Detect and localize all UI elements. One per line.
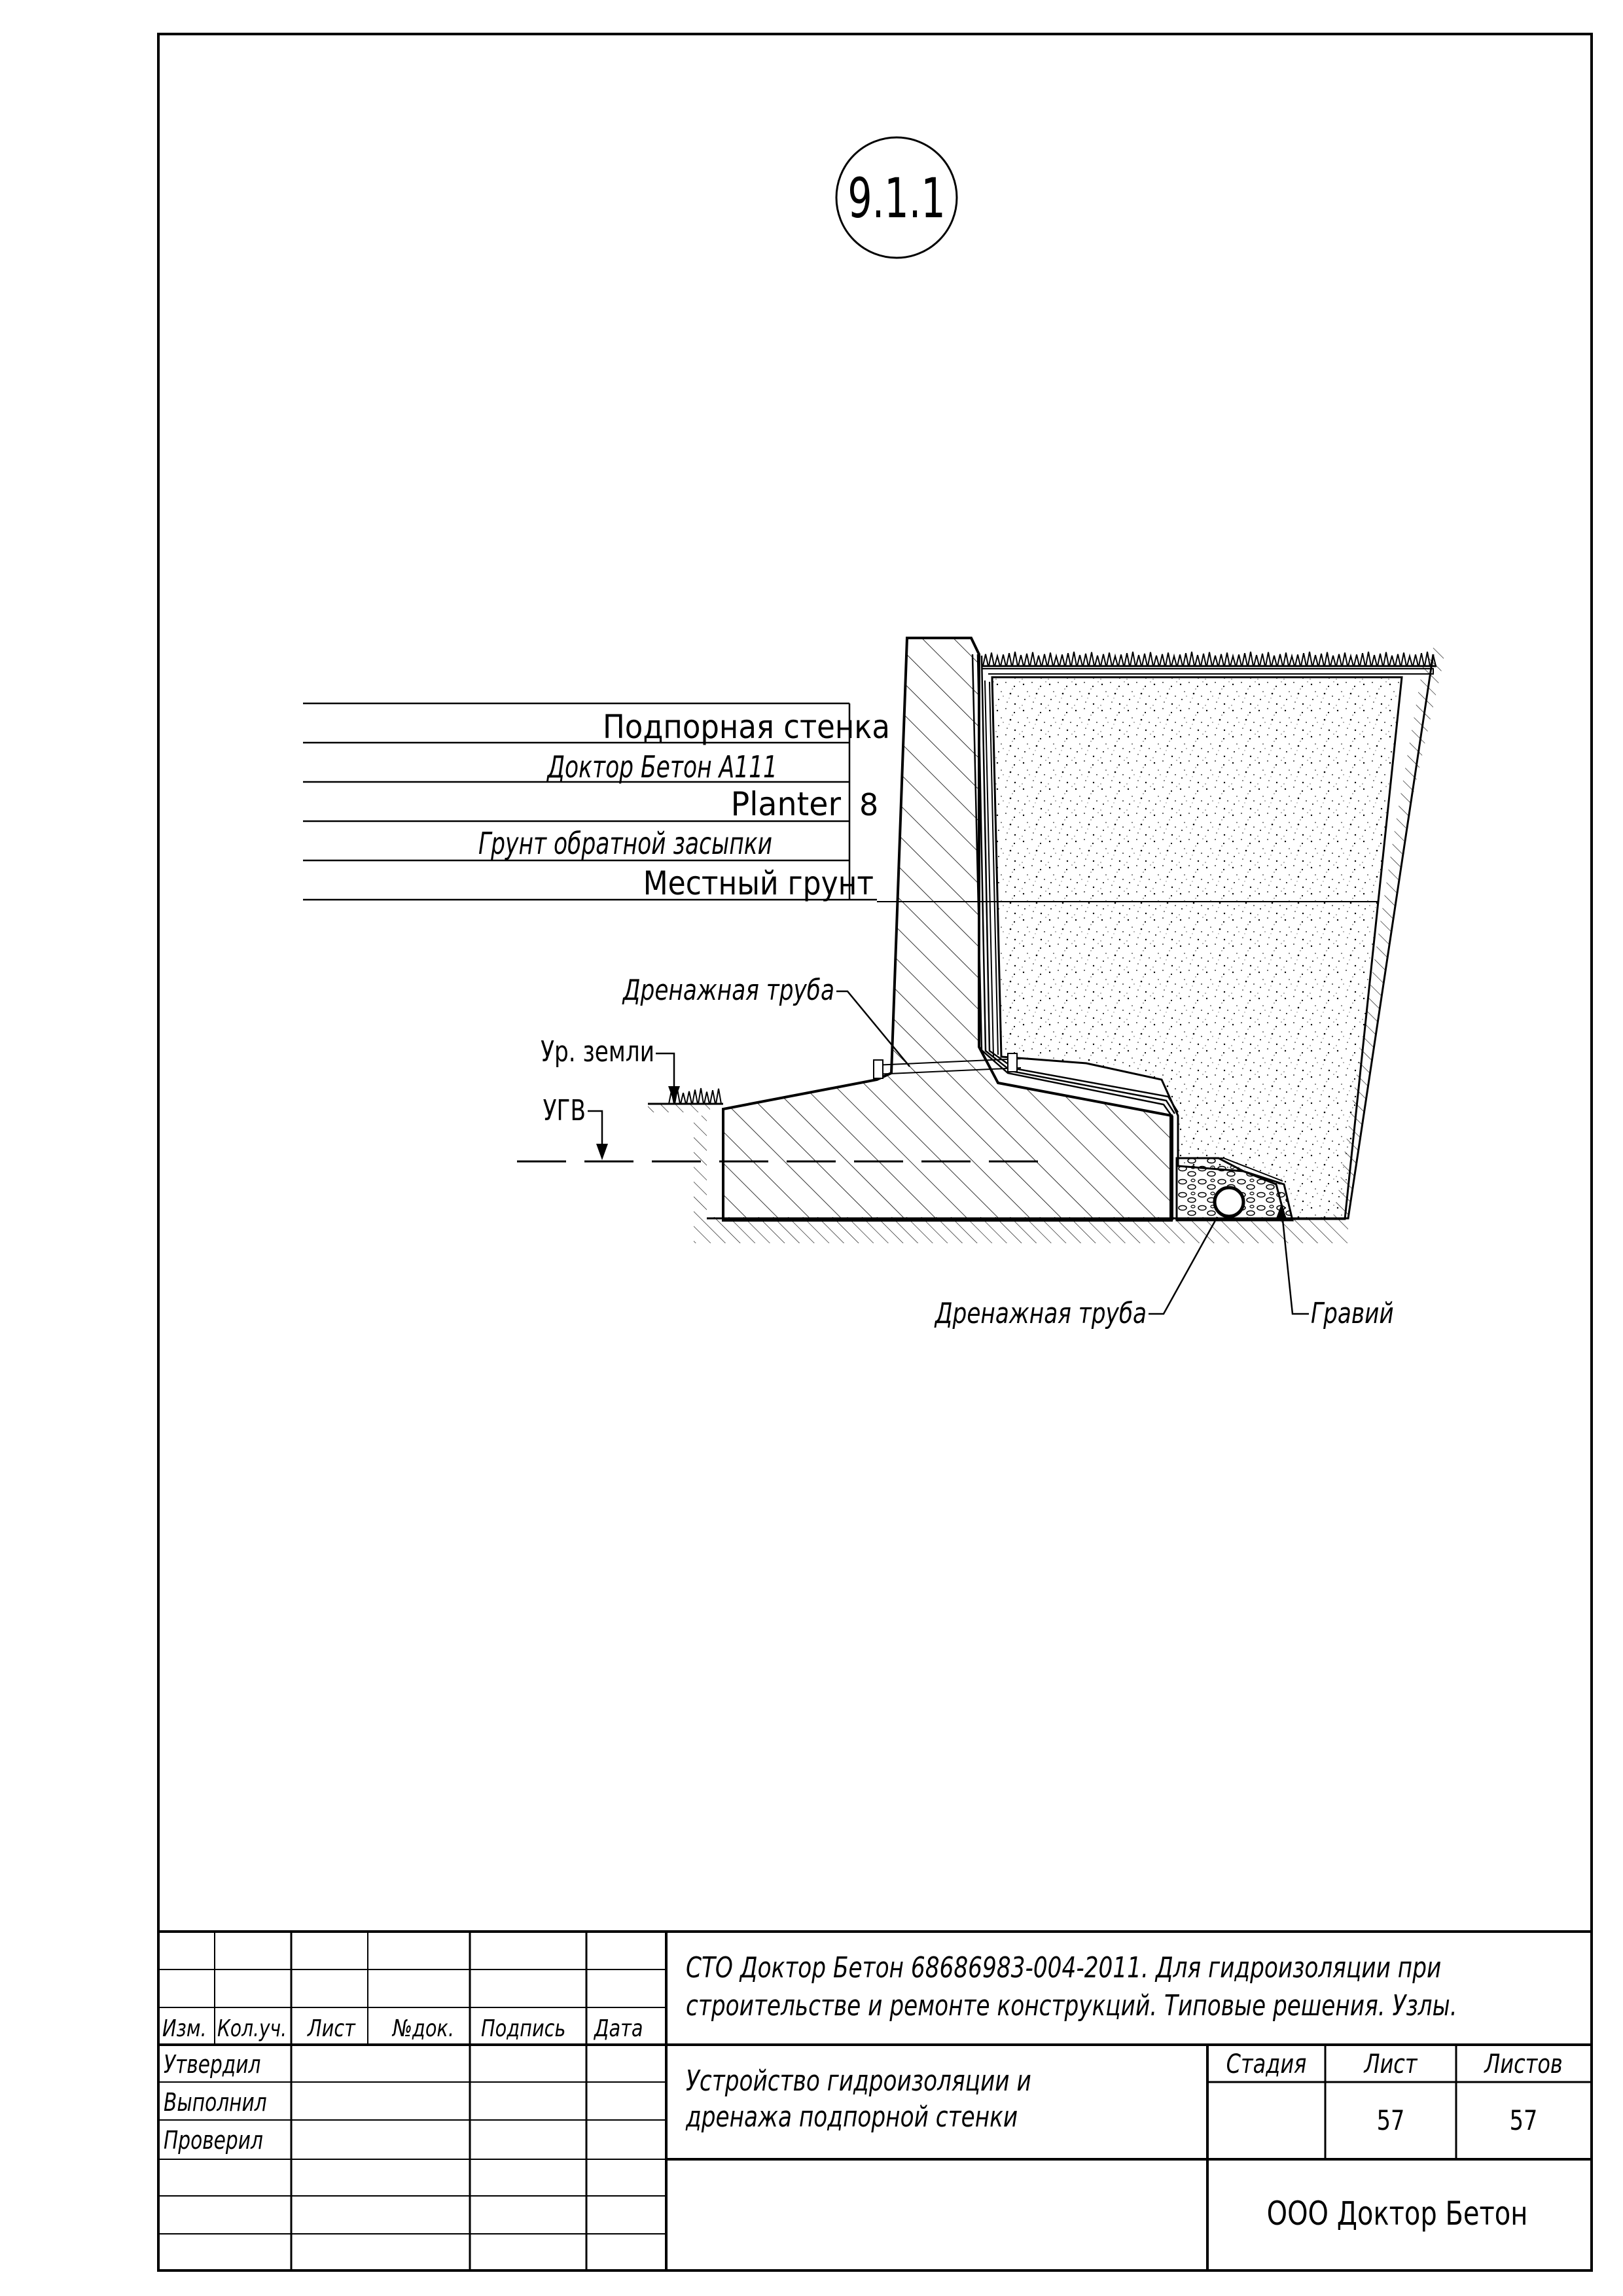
drain-pipe bbox=[1215, 1188, 1243, 1216]
label-drain-pipe-lower: Дренажная труба bbox=[935, 1296, 1147, 1331]
node-number: 9.1.1 bbox=[847, 167, 946, 231]
company-name: ООО Доктор Бетон bbox=[1266, 2194, 1528, 2233]
label-drain-pipe-upper: Дренажная труба bbox=[622, 973, 834, 1008]
leader-drain-pipe-upper bbox=[622, 974, 910, 1067]
col-count: Кол.уч. bbox=[217, 2014, 287, 2042]
title-block-text bbox=[162, 1951, 1563, 2233]
sheets-value: 57 bbox=[1509, 2104, 1538, 2136]
label-gravel: Гравий bbox=[1310, 1296, 1394, 1331]
leader-groundwater bbox=[543, 1094, 608, 1160]
role-approved: Утвердил bbox=[163, 2050, 261, 2080]
layer-label-1: Подпорная стенка bbox=[602, 708, 891, 747]
sheet-label: Лист bbox=[1364, 2048, 1418, 2079]
retaining-wall-section bbox=[303, 638, 1444, 1330]
role-checked: Проверил bbox=[163, 2126, 263, 2156]
layer-label-3: Planter bbox=[730, 785, 841, 824]
col-sheet: Лист bbox=[308, 2014, 355, 2042]
col-date: Дата bbox=[594, 2014, 643, 2042]
standard-line-2: строительстве и ремонте конструкций. Типовые решения. Узлы. bbox=[686, 1988, 1457, 2023]
leader-ground-level bbox=[541, 1035, 680, 1103]
layer-label-5: Местный грунт bbox=[643, 864, 874, 903]
front-ground-hatch bbox=[648, 1104, 710, 1112]
node-marker bbox=[836, 137, 957, 258]
label-ground-level: Ур. земли bbox=[541, 1034, 654, 1069]
col-doc-no: №док. bbox=[393, 2014, 454, 2042]
grass-tufts-top bbox=[983, 652, 1436, 666]
layer-label-4: Грунт обратной засыпки bbox=[478, 826, 773, 862]
drawing-title-2: дренажа подпорной стенки bbox=[686, 2100, 1018, 2134]
top-geotextile bbox=[982, 669, 1433, 674]
stage-label: Стадия bbox=[1226, 2048, 1307, 2079]
label-groundwater: УГВ bbox=[543, 1093, 586, 1128]
sheets-label: Листов bbox=[1484, 2048, 1563, 2079]
col-signature: Подпись bbox=[481, 2014, 566, 2042]
drawing-title-1: Устройство гидроизоляции и bbox=[686, 2064, 1031, 2098]
col-change: Изм. bbox=[162, 2014, 207, 2042]
layer-callout bbox=[303, 703, 890, 903]
standard-line-1: СТО Доктор Бетон 68686983-004-2011. Для гидроизоляции при bbox=[686, 1951, 1442, 1985]
sheet-value: 57 bbox=[1376, 2104, 1405, 2136]
layer-mark: 8 bbox=[859, 787, 879, 822]
role-performed: Выполнил bbox=[163, 2088, 267, 2118]
layer-label-2: Доктор Бетон А111 bbox=[547, 749, 778, 785]
